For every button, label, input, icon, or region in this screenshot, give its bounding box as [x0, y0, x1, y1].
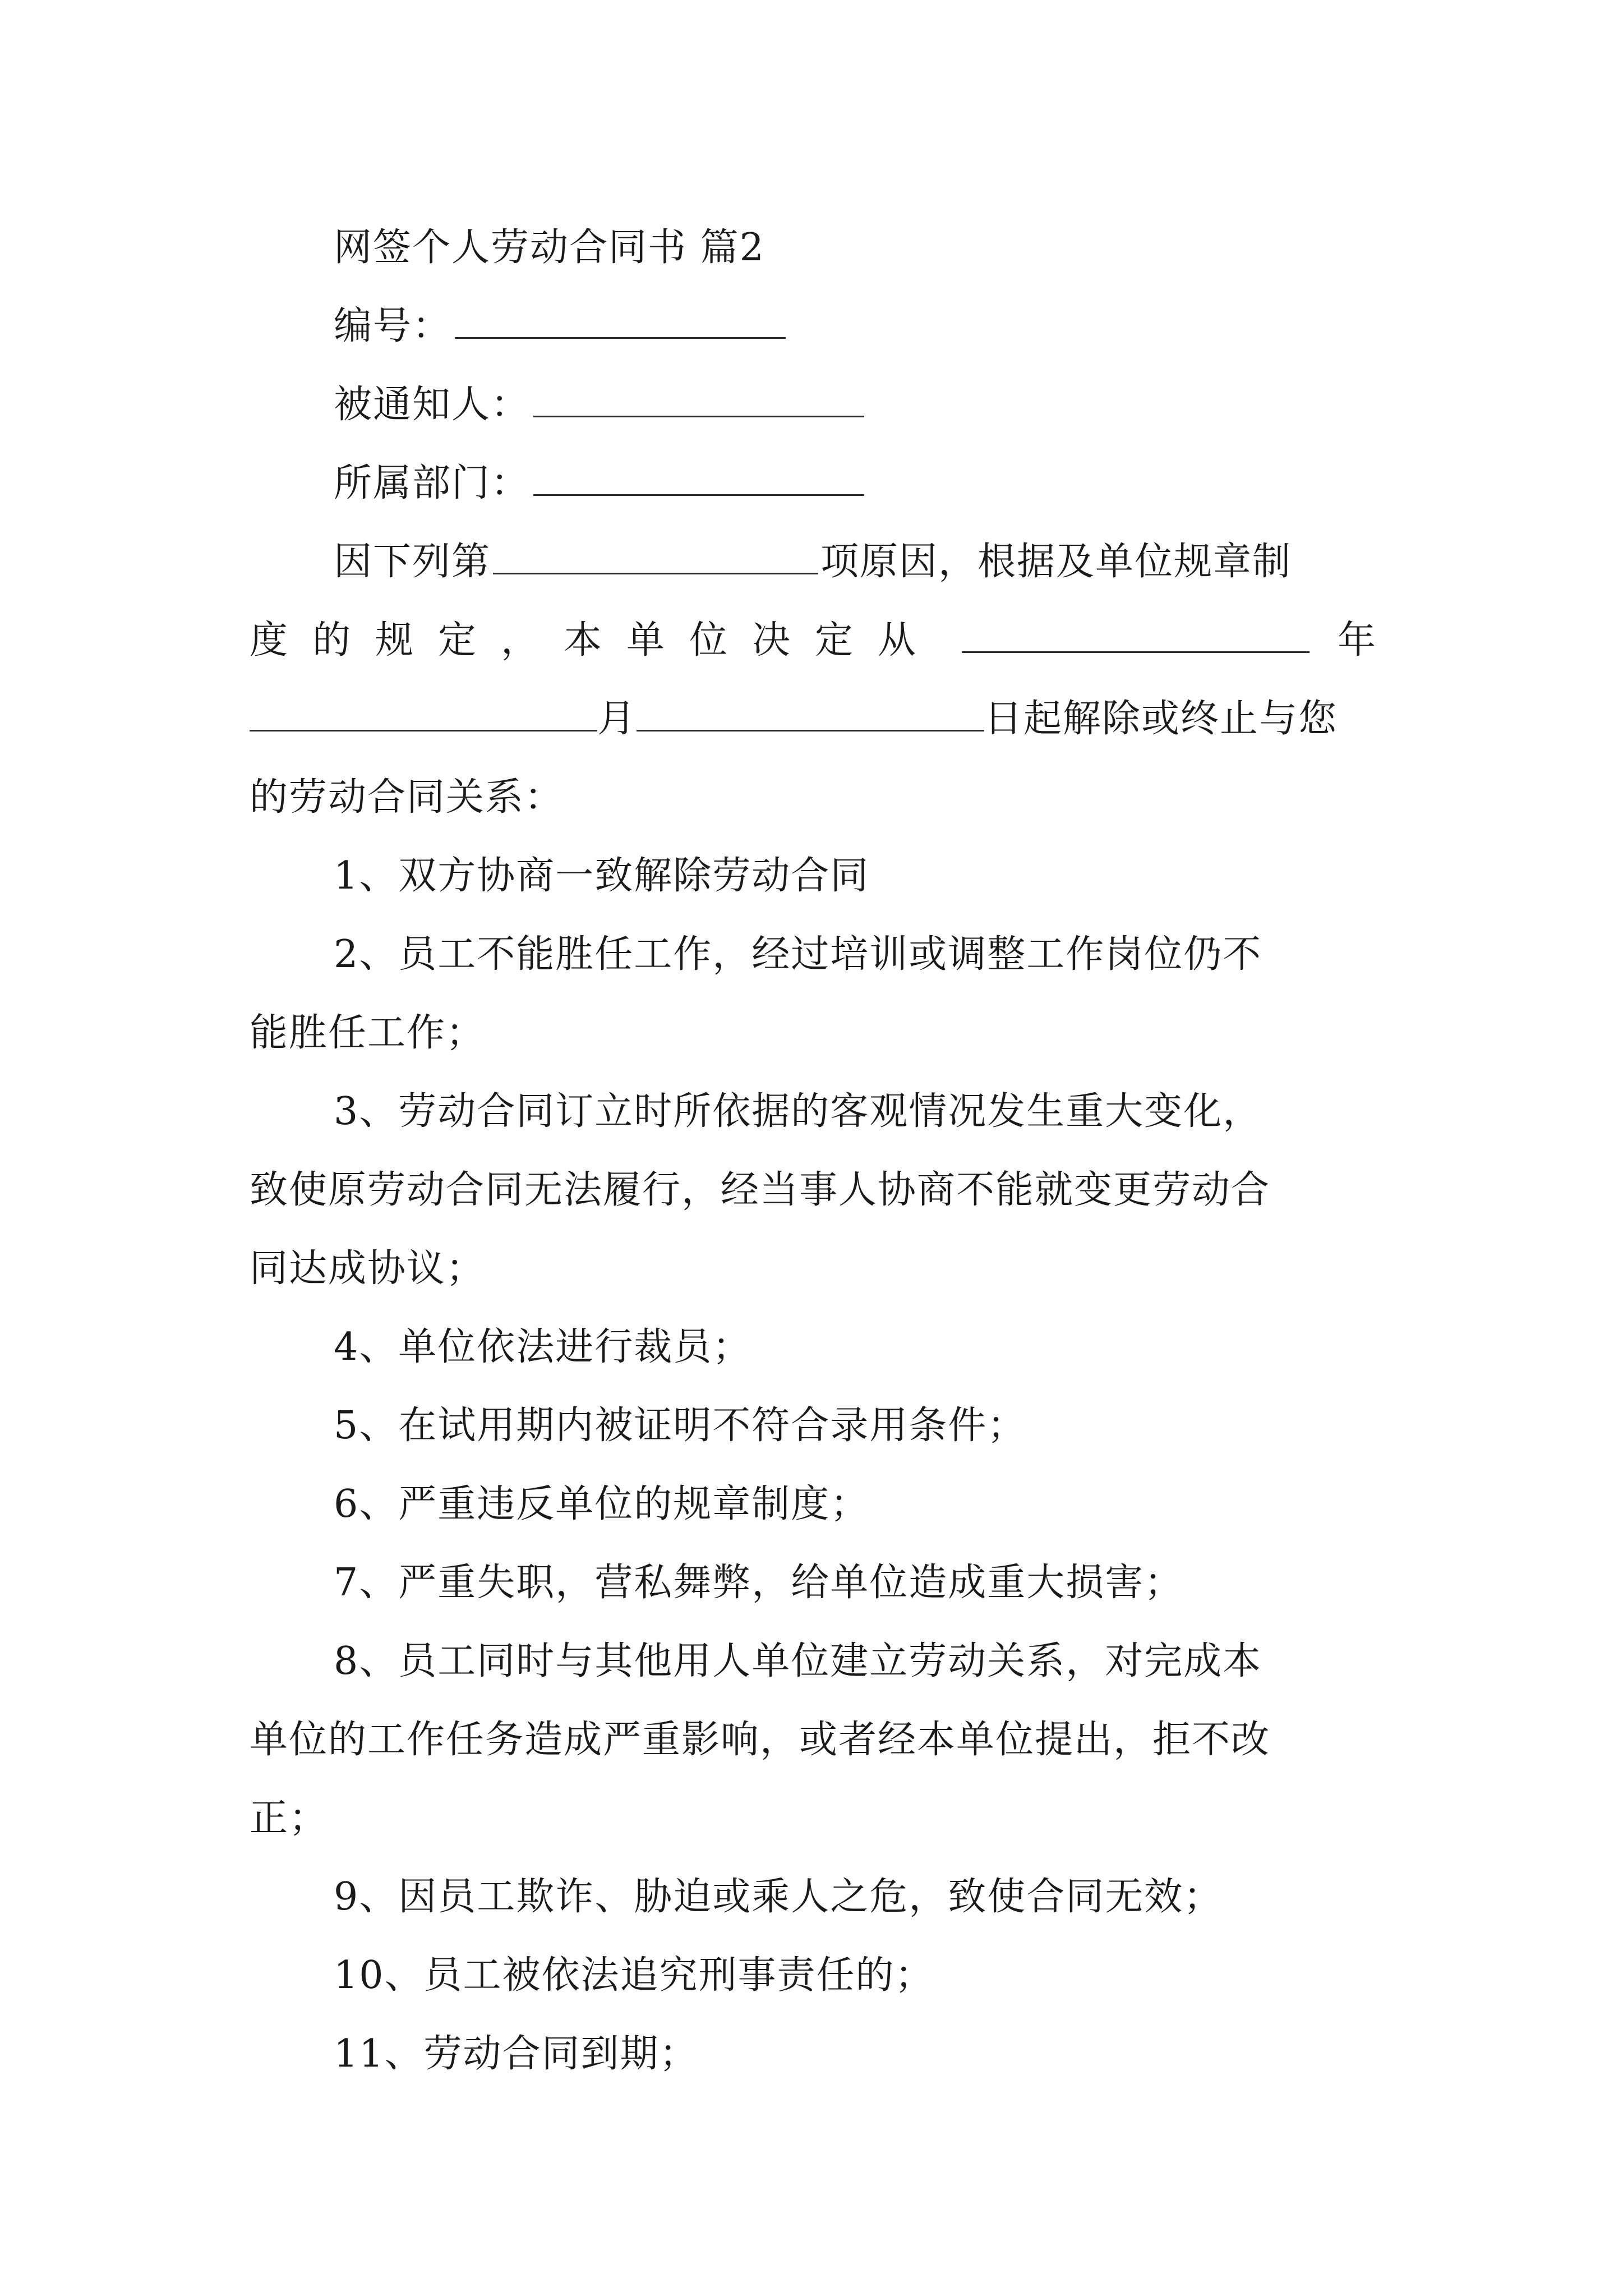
month-blank — [250, 730, 597, 731]
list-item-line: 能胜任工作； — [250, 1011, 486, 1055]
number-blank — [455, 337, 786, 339]
list-item-line: 4、单位依法进行裁员； — [334, 1325, 752, 1369]
day-blank — [637, 730, 984, 731]
list-item-line: 6、严重违反单位的规章制度； — [334, 1482, 870, 1526]
list-item-line: 正； — [250, 1796, 329, 1841]
year-label: 年 — [1337, 618, 1377, 662]
list-item-line: 7、严重失职，营私舞弊，给单位造成重大损害； — [334, 1561, 1184, 1605]
list-item-line: 2、员工不能胜任工作，经过培训或调整工作岗位仍不 — [334, 932, 1262, 977]
list-item-line: 同达成协议； — [250, 1246, 486, 1291]
number-label: 编号： — [334, 304, 452, 348]
department-blank — [533, 494, 864, 496]
intro-line-1 — [250, 523, 1377, 601]
list-item — [250, 1622, 1377, 1858]
list-item — [250, 2015, 1377, 2093]
list-item — [250, 1858, 1377, 1936]
list-item-line: 10、员工被依法追究刑事责任的； — [334, 1953, 934, 1998]
intro-part-2: 项原因，根据及单位规章制 — [820, 540, 1292, 584]
list-item-line: 单位的工作任务造成严重影响，或者经本单位提出，拒不改 — [250, 1718, 1271, 1762]
list-item — [250, 1308, 1377, 1387]
list-item — [250, 915, 1377, 1073]
list-item — [250, 837, 1377, 915]
notified-person-label: 被通知人： — [334, 383, 531, 427]
department-field — [250, 444, 1377, 523]
number-field — [250, 287, 1377, 366]
intro-line-4: 的劳动合同关系： — [250, 775, 564, 820]
intro-line-2 — [250, 601, 1377, 680]
notified-person-blank — [533, 416, 864, 417]
document-body — [250, 209, 1377, 2093]
intro-line-3-rest: 日起解除或终止与您 — [984, 697, 1338, 741]
year-blank — [962, 651, 1310, 653]
list-item — [250, 1073, 1377, 1308]
list-item — [250, 1936, 1377, 2015]
list-item-line: 9、因员工欺诈、胁迫或乘人之危，致使合同无效； — [334, 1875, 1223, 1919]
list-item-line: 8、员工同时与其他用人单位建立劳动关系，对完成本 — [334, 1639, 1262, 1683]
reason-number-blank — [493, 573, 818, 574]
list-item — [250, 1465, 1377, 1544]
intro-line-3 — [250, 680, 1377, 758]
list-item-line: 致使原劳动合同无法履行，经当事人协商不能就变更劳动合 — [250, 1168, 1271, 1212]
list-item-line: 1、双方协商一致解除劳动合同 — [334, 854, 870, 898]
month-label: 月 — [597, 697, 637, 741]
notified-person-field — [250, 366, 1377, 444]
intro-line-2-text: 度的规定，本单位决定从 — [250, 618, 941, 662]
list-item — [250, 1387, 1377, 1465]
list-item-line: 11、劳动合同到期； — [334, 2032, 699, 2076]
list-item — [250, 1544, 1377, 1622]
list-item-line: 5、在试用期内被证明不符合录用条件； — [334, 1404, 1027, 1448]
document-title: 网签个人劳动合同书 篇2 — [334, 226, 765, 270]
reasons-list — [250, 837, 1377, 2093]
department-label: 所属部门： — [334, 461, 531, 505]
list-item-line: 3、劳动合同订立时所依据的客观情况发生重大变化， — [334, 1089, 1262, 1134]
intro-part-1: 因下列第 — [334, 540, 491, 584]
